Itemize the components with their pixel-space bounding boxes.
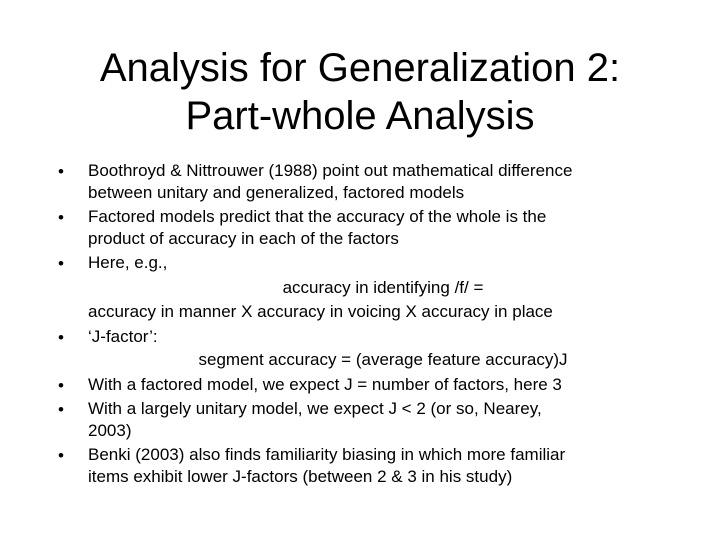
- bullet-item: [58, 160, 678, 204]
- bullet-text: product of accuracy in each of the factors: [88, 229, 399, 248]
- formula-line: accuracy in manner X accuracy in voicing X accuracy in place: [88, 302, 553, 321]
- bullet-glyph: •: [58, 254, 64, 273]
- formula-line: segment accuracy = (average feature accuracy)J: [198, 350, 568, 369]
- bullet-item: [58, 206, 678, 250]
- bullet-text: Benki (2003) also finds familiarity biasing in which more familiar: [88, 445, 566, 464]
- bullet-glyph: •: [58, 376, 64, 395]
- bullet-glyph: •: [58, 446, 64, 465]
- bullet-glyph: •: [58, 328, 64, 347]
- bullet-text: 2003): [88, 421, 132, 440]
- bullet-text: between unitary and generalized, factored models: [88, 183, 465, 202]
- title-line-2: Part-whole Analysis: [185, 94, 535, 138]
- formula-line: accuracy in identifying /f/ =: [282, 278, 484, 297]
- bullet-item: [58, 252, 678, 274]
- bullet-glyph: •: [58, 208, 64, 227]
- bullet-list: [58, 160, 678, 488]
- bullet-text: Boothroyd & Nittrouwer (1988) point out mathematical difference: [88, 161, 573, 180]
- bullet-glyph: •: [58, 400, 64, 419]
- bullet-text: items exhibit lower J-factors (between 2 & 3 in his study): [88, 467, 513, 486]
- title-line-1: Analysis for Generalization 2:: [99, 46, 621, 90]
- bullet-text: Here, e.g.,: [88, 253, 168, 272]
- bullet-text: ‘J-factor’:: [88, 327, 158, 346]
- bullet-item: [58, 398, 678, 442]
- bullet-item: [58, 444, 678, 488]
- bullet-glyph: •: [58, 162, 64, 181]
- bullet-item: [58, 326, 678, 348]
- slide-title: [40, 44, 680, 140]
- bullet-text: With a factored model, we expect J = number of factors, here 3: [88, 375, 562, 394]
- bullet-text: With a largely unitary model, we expect J < 2 (or so, Nearey,: [88, 399, 542, 418]
- bullet-item: [58, 374, 678, 396]
- bullet-text: Factored models predict that the accuracy of the whole is the: [88, 207, 547, 226]
